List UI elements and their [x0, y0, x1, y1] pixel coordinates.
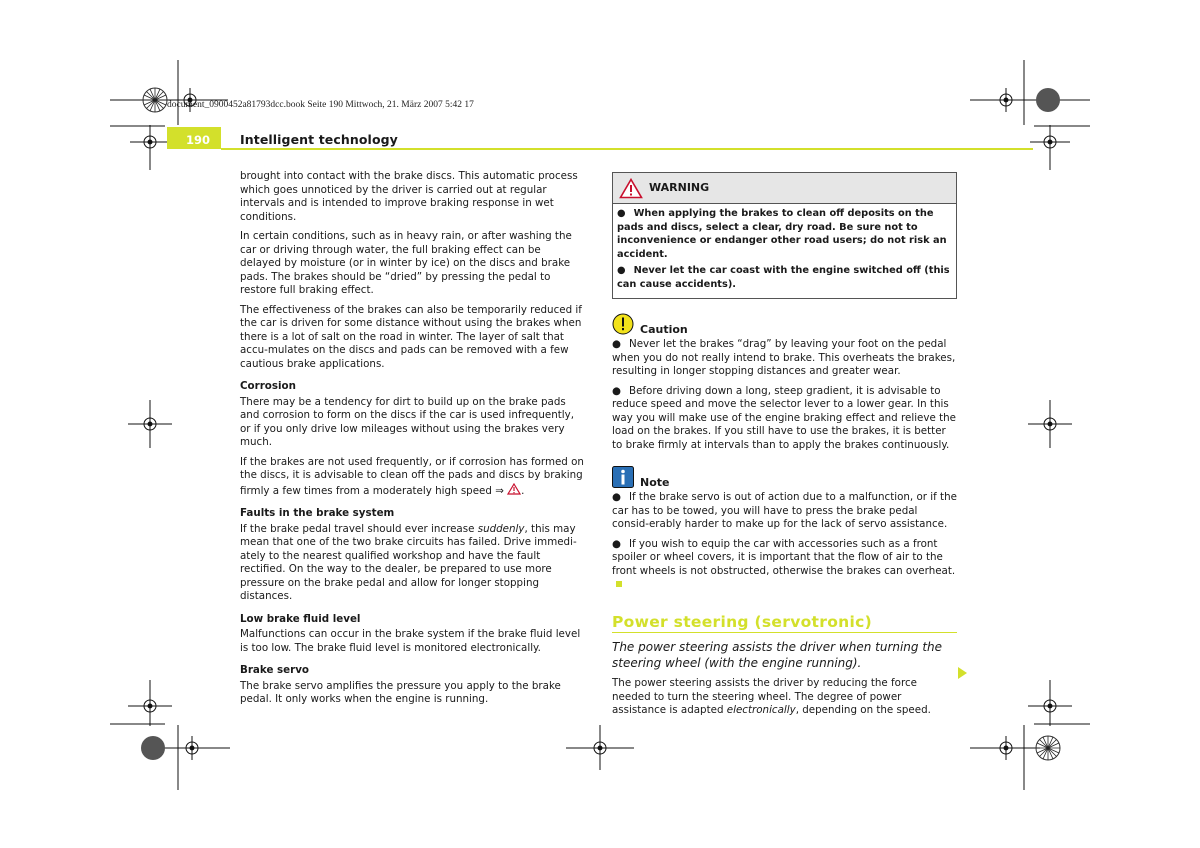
title-underline — [221, 148, 1033, 150]
power-steering-subtitle: The power steering assists the driver when turning the steering wheel (with the engine running). — [612, 640, 943, 670]
left-column — [240, 170, 585, 713]
section-title: Intelligent technology — [240, 132, 398, 147]
paragraph — [240, 523, 585, 604]
caution-title: Caution — [640, 322, 688, 336]
corrosion-heading: Corrosion — [240, 380, 296, 392]
list-item — [612, 338, 957, 379]
list-item — [612, 491, 957, 532]
bullet-icon: ● — [612, 537, 621, 550]
list-item-text: Never let the brakes “drag” by leaving your foot on the pedal when you do not really intend to brake. This overheats the brakes, resulting in longer stopping distances and greater wear. — [612, 338, 956, 377]
bullet-icon: ● — [612, 338, 621, 350]
heading-underline — [612, 632, 957, 633]
file-info-line: document_0900452a81793dcc.book Seite 190 Mittwoch, 21. März 2007 5:42 17 — [167, 100, 474, 110]
warning-triangle-icon — [619, 178, 643, 199]
paragraph — [240, 456, 585, 499]
warning-triangle-icon[interactable] — [507, 483, 521, 495]
bullet-icon: ● — [617, 265, 626, 276]
caution-header — [612, 313, 957, 335]
paragraph: The brake servo amplifies the pressure you apply to the brake pedal. It only works when the engine is running. — [240, 679, 561, 705]
list-item-text: Never let the car coast with the engine switched off (this can cause accidents). — [617, 265, 950, 290]
note-header — [612, 466, 957, 488]
brake-servo-heading: Brake servo — [240, 664, 309, 676]
warning-header — [613, 173, 956, 204]
brake-fluid-heading: Low brake fluid level — [240, 612, 361, 625]
power-steering-heading: Power steering (servotronic) — [612, 612, 872, 631]
paragraph: brought into contact with the brake discs. This automatic process which goes unnoticed by the driver is carried out at regular intervals and is intended to improve braking response in wet conditions. — [240, 170, 578, 223]
list-item-text: If the brake servo is out of action due to a malfunction, or if the car has to be towed, you will have to press the brake pedal consid-erably harder to make up for the lack of servo assistance. — [612, 491, 957, 530]
info-note-icon — [612, 466, 634, 488]
caution-exclamation-icon — [612, 313, 634, 335]
list-item-text: Before driving down a long, steep gradient, it is advisable to reduce speed and move the selector lever to a lower gear. In this way you will make use of the engine braking effect and relieve the load on the brakes. If you still have to use the brakes, it is better to brake firmly at intervals than to apply the brakes continuously. — [612, 384, 956, 451]
warning-box — [612, 172, 957, 299]
paragraph: The effectiveness of the brakes can also be temporarily reduced if the car is driven for some distance without using the brakes when there is a lot of salt on the road in winter. The layer of salt that accu-mulates on the discs and pads can be removed with a few cautious brake applications. — [240, 303, 582, 370]
list-item — [612, 385, 957, 453]
bullet-icon: ● — [612, 384, 621, 397]
bullet-icon: ● — [612, 491, 621, 503]
list-item — [617, 264, 952, 291]
paragraph: There may be a tendency for dirt to build up on the brake pads and corrosion to form on the discs if the car is used infrequently, or if you only drive low mileages without using the brakes very much. — [240, 395, 574, 448]
warning-body — [613, 204, 956, 298]
text-run: , this may mean that one of the two brake circuits has failed. Drive immedi-ately to the nearest qualified workshop and have the fault rectified. On the way to the dealer, be prepared to use more pressure on the brake pedal and allow for longer stopping distances. — [240, 522, 577, 602]
paragraph-text: If the brakes are not used frequently, or if corrosion has formed on the discs, it is advisable to clean off the pads and discs by braking firmly a few times from a moderately high speed ⇒ — [240, 455, 584, 497]
emphasis: suddenly — [477, 522, 525, 535]
paragraph-end: . — [521, 484, 525, 497]
next-page-arrow-icon[interactable] — [958, 667, 967, 679]
paragraph: Malfunctions can occur in the brake system if the brake fluid level is too low. The brake fluid level is monitored electronically. — [240, 628, 581, 654]
list-item-text: When applying the brakes to clean off deposits on the pads and discs, select a clear, dry road. Be sure not to inconvenience or endanger other road users; do not risk an accident. — [617, 208, 947, 260]
text-run: , depending on the speed. — [795, 704, 931, 716]
note-title: Note — [640, 475, 670, 489]
warning-title: WARNING — [649, 181, 710, 195]
paragraph — [612, 677, 957, 718]
page-number: 190 — [186, 133, 211, 147]
list-item — [617, 207, 952, 261]
faults-heading: Faults in the brake system — [240, 507, 395, 519]
text-run: If the brake pedal travel should ever increase — [240, 522, 478, 535]
paragraph: In certain conditions, such as in heavy rain, or after washing the car or driving through water, the full braking effect can be delayed by moisture (or in winter by ice) on the discs and brake pads. The brakes should be “dried” by pressing the pedal to restore full braking effect. — [240, 230, 572, 296]
bullet-icon: ● — [617, 208, 626, 219]
section-end-mark — [616, 581, 622, 587]
text-run: The power steering assists the driver by reducing the force needed to turn the steering wheel. The degree of power assistance is adapted — [612, 677, 917, 716]
right-column — [612, 170, 957, 724]
list-item-text: If you wish to equip the car with accessories such as a front spoiler or wheel covers, it is important that the flow of air to the front wheels is not obstructed, otherwise the brakes can overheat. — [612, 537, 956, 577]
emphasis: electronically — [726, 704, 796, 716]
list-item — [612, 538, 957, 592]
